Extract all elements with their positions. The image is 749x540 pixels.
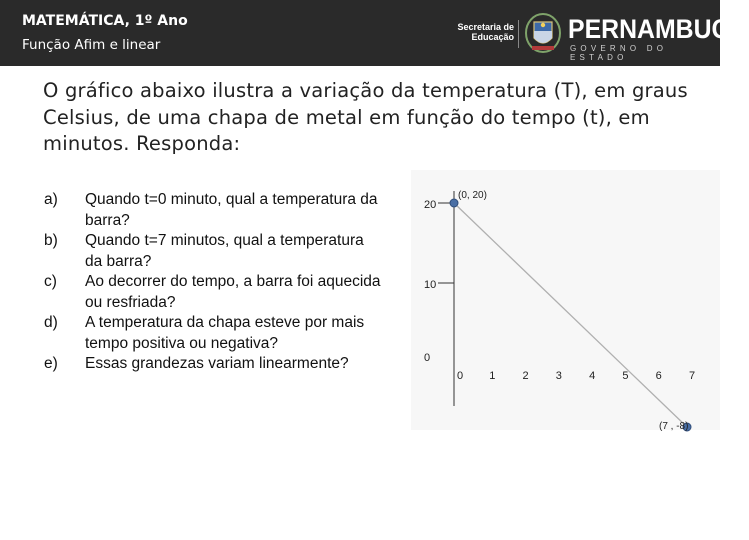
question-marker: c) — [44, 273, 57, 290]
x-tick-label: 2 — [522, 370, 529, 382]
list-item — [44, 354, 384, 375]
question-marker: b) — [44, 232, 58, 249]
temperature-chart — [411, 170, 720, 430]
slide-header — [0, 0, 749, 66]
question-text: Quando t=7 minutos, qual a temperatura da barra? — [85, 232, 364, 270]
list-item — [44, 272, 384, 313]
list-item — [44, 231, 384, 272]
question-text: Quando t=0 minuto, qual a temperatura da barra? — [85, 191, 378, 229]
question-text: Ao decorrer do tempo, a barra foi aquecida ou resfriada? — [85, 273, 381, 311]
point-label: (0, 20) — [458, 190, 487, 201]
x-tick-label: 5 — [622, 370, 629, 382]
secretaria-line-2: Educação — [471, 32, 514, 42]
question-marker: e) — [44, 355, 58, 372]
point-label: (7 , -8) — [659, 421, 689, 432]
chart-background — [411, 170, 720, 430]
x-tick-label: 7 — [688, 370, 696, 382]
list-item — [44, 190, 384, 231]
logo-divider — [518, 20, 519, 48]
list-item — [44, 313, 384, 354]
question-marker: d) — [44, 314, 58, 331]
x-tick-label: 6 — [655, 370, 662, 382]
x-tick-label: 1 — [489, 370, 496, 382]
x-tick-label: 3 — [555, 370, 562, 382]
x-tick-label: 0 — [456, 370, 464, 382]
government-logo — [456, 8, 749, 62]
question-text: Essas grandezas variam linearmente? — [85, 355, 349, 372]
slide-subtitle: Função Afim e linear — [22, 37, 161, 53]
brand-subtitle: GOVERNO DO ESTADO — [570, 44, 668, 62]
y-tick-label: 10 — [424, 279, 437, 291]
x-tick-label: 4 — [589, 370, 596, 382]
brand-name: PERNAMBUCO — [568, 14, 749, 44]
y-tick-label: 0 — [424, 352, 431, 364]
data-point — [450, 199, 458, 207]
coat-of-arms-icon — [524, 12, 562, 54]
question-marker: a) — [44, 191, 58, 208]
y-tick-label: 20 — [424, 199, 437, 211]
secretaria-line-1: Secretaria de — [457, 22, 514, 32]
slide-title: MATEMÁTICA, 1º Ano — [22, 13, 188, 29]
problem-statement: O gráfico abaixo ilustra a variação da temperatura (T), em graus Celsius, de uma chapa de metal em função do tempo (t), em minutos. Responda: — [43, 79, 688, 155]
question-text: A temperatura da chapa esteve por mais tempo positiva ou negativa? — [85, 314, 365, 352]
secretaria-label — [456, 22, 514, 42]
question-list — [44, 190, 384, 375]
